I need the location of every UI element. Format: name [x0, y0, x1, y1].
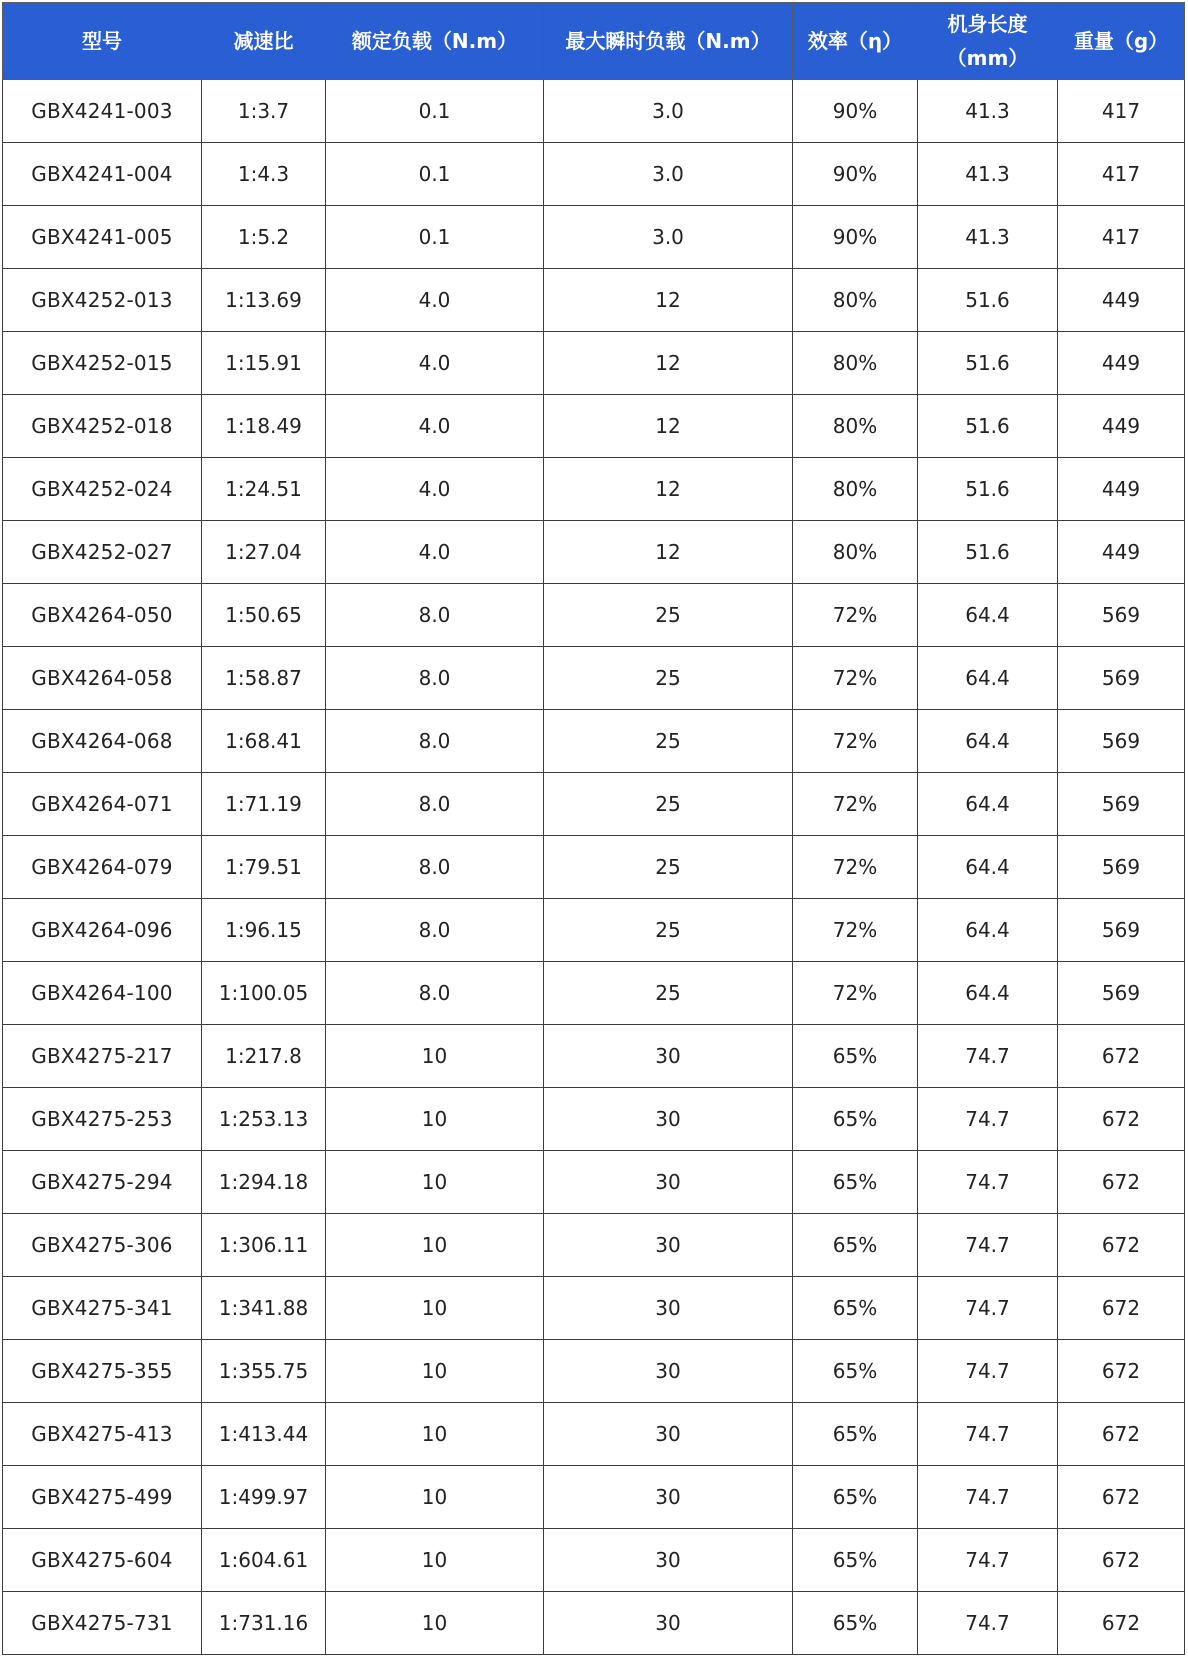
- cell-max-load: 3.0: [544, 206, 793, 269]
- cell-model: GBX4264-050: [3, 584, 202, 647]
- table-row: [3, 332, 1185, 395]
- table-row: [3, 1277, 1185, 1340]
- cell-rated-load: 0.1: [326, 143, 544, 206]
- cell-ratio: 1:18.49: [202, 395, 326, 458]
- cell-rated-load: 0.1: [326, 80, 544, 143]
- table-row: [3, 1025, 1185, 1088]
- header-row: [3, 3, 1185, 80]
- cell-weight: 569: [1058, 647, 1185, 710]
- cell-model: GBX4252-024: [3, 458, 202, 521]
- cell-body-length: 74.7: [918, 1466, 1058, 1529]
- cell-rated-load: 10: [326, 1340, 544, 1403]
- cell-weight: 672: [1058, 1403, 1185, 1466]
- cell-model: GBX4264-071: [3, 773, 202, 836]
- cell-rated-load: 8.0: [326, 773, 544, 836]
- cell-weight: 672: [1058, 1529, 1185, 1592]
- cell-efficiency: 90%: [793, 80, 918, 143]
- cell-ratio: 1:68.41: [202, 710, 326, 773]
- header-rated-load: 额定负载（N.m）: [326, 3, 544, 80]
- cell-model: GBX4252-027: [3, 521, 202, 584]
- cell-weight: 569: [1058, 836, 1185, 899]
- table-row: [3, 395, 1185, 458]
- cell-model: GBX4275-253: [3, 1088, 202, 1151]
- header-model: 型号: [3, 3, 202, 80]
- cell-model: GBX4241-005: [3, 206, 202, 269]
- cell-body-length: 74.7: [918, 1151, 1058, 1214]
- table-row: [3, 647, 1185, 710]
- cell-model: GBX4275-604: [3, 1529, 202, 1592]
- cell-max-load: 30: [544, 1466, 793, 1529]
- cell-efficiency: 72%: [793, 710, 918, 773]
- cell-model: GBX4275-731: [3, 1592, 202, 1655]
- cell-max-load: 12: [544, 332, 793, 395]
- cell-body-length: 64.4: [918, 647, 1058, 710]
- cell-ratio: 1:306.11: [202, 1214, 326, 1277]
- cell-efficiency: 80%: [793, 395, 918, 458]
- header-max-load: 最大瞬时负载（N.m）: [544, 3, 793, 80]
- cell-body-length: 64.4: [918, 710, 1058, 773]
- cell-model: GBX4275-217: [3, 1025, 202, 1088]
- cell-weight: 672: [1058, 1025, 1185, 1088]
- cell-max-load: 30: [544, 1403, 793, 1466]
- cell-efficiency: 65%: [793, 1529, 918, 1592]
- cell-model: GBX4275-499: [3, 1466, 202, 1529]
- cell-weight: 672: [1058, 1088, 1185, 1151]
- cell-ratio: 1:499.97: [202, 1466, 326, 1529]
- cell-max-load: 25: [544, 710, 793, 773]
- cell-rated-load: 10: [326, 1277, 544, 1340]
- cell-efficiency: 65%: [793, 1340, 918, 1403]
- table-row: [3, 773, 1185, 836]
- cell-efficiency: 80%: [793, 521, 918, 584]
- cell-rated-load: 4.0: [326, 395, 544, 458]
- cell-rated-load: 4.0: [326, 458, 544, 521]
- cell-efficiency: 90%: [793, 206, 918, 269]
- cell-model: GBX4264-068: [3, 710, 202, 773]
- cell-ratio: 1:13.69: [202, 269, 326, 332]
- cell-max-load: 12: [544, 458, 793, 521]
- cell-weight: 417: [1058, 80, 1185, 143]
- cell-efficiency: 65%: [793, 1466, 918, 1529]
- table-row: [3, 1403, 1185, 1466]
- cell-efficiency: 65%: [793, 1151, 918, 1214]
- cell-max-load: 30: [544, 1214, 793, 1277]
- cell-ratio: 1:3.7: [202, 80, 326, 143]
- cell-efficiency: 72%: [793, 584, 918, 647]
- cell-rated-load: 10: [326, 1088, 544, 1151]
- cell-weight: 672: [1058, 1466, 1185, 1529]
- cell-max-load: 25: [544, 773, 793, 836]
- cell-efficiency: 65%: [793, 1592, 918, 1655]
- cell-body-length: 64.4: [918, 773, 1058, 836]
- cell-model: GBX4241-004: [3, 143, 202, 206]
- cell-efficiency: 72%: [793, 773, 918, 836]
- cell-max-load: 25: [544, 647, 793, 710]
- cell-ratio: 1:731.16: [202, 1592, 326, 1655]
- cell-weight: 672: [1058, 1214, 1185, 1277]
- cell-rated-load: 10: [326, 1025, 544, 1088]
- table-row: [3, 1340, 1185, 1403]
- cell-rated-load: 8.0: [326, 962, 544, 1025]
- cell-efficiency: 72%: [793, 836, 918, 899]
- cell-body-length: 74.7: [918, 1025, 1058, 1088]
- cell-max-load: 30: [544, 1529, 793, 1592]
- cell-efficiency: 90%: [793, 143, 918, 206]
- cell-weight: 672: [1058, 1151, 1185, 1214]
- table-body: [3, 80, 1185, 1655]
- cell-model: GBX4264-096: [3, 899, 202, 962]
- cell-ratio: 1:58.87: [202, 647, 326, 710]
- cell-max-load: 12: [544, 269, 793, 332]
- cell-ratio: 1:15.91: [202, 332, 326, 395]
- cell-ratio: 1:24.51: [202, 458, 326, 521]
- table-row: [3, 269, 1185, 332]
- cell-body-length: 74.7: [918, 1340, 1058, 1403]
- cell-body-length: 64.4: [918, 584, 1058, 647]
- cell-weight: 569: [1058, 899, 1185, 962]
- cell-max-load: 3.0: [544, 80, 793, 143]
- cell-ratio: 1:96.15: [202, 899, 326, 962]
- cell-body-length: 51.6: [918, 458, 1058, 521]
- header-body-length-label: 机身长度: [947, 12, 1028, 36]
- cell-weight: 569: [1058, 710, 1185, 773]
- cell-model: GBX4252-013: [3, 269, 202, 332]
- gearbox-spec-table: [2, 2, 1185, 1655]
- table-row: [3, 1214, 1185, 1277]
- cell-weight: 569: [1058, 584, 1185, 647]
- cell-weight: 449: [1058, 269, 1185, 332]
- header-ratio: 减速比: [202, 3, 326, 80]
- header-body-length-unit: （mm）: [946, 46, 1029, 70]
- cell-weight: 672: [1058, 1340, 1185, 1403]
- cell-rated-load: 10: [326, 1466, 544, 1529]
- cell-efficiency: 65%: [793, 1025, 918, 1088]
- table-row: [3, 899, 1185, 962]
- cell-rated-load: 4.0: [326, 521, 544, 584]
- cell-efficiency: 72%: [793, 962, 918, 1025]
- cell-max-load: 25: [544, 836, 793, 899]
- cell-model: GBX4241-003: [3, 80, 202, 143]
- cell-ratio: 1:5.2: [202, 206, 326, 269]
- cell-efficiency: 65%: [793, 1277, 918, 1340]
- cell-max-load: 30: [544, 1025, 793, 1088]
- cell-max-load: 30: [544, 1592, 793, 1655]
- cell-body-length: 64.4: [918, 836, 1058, 899]
- cell-efficiency: 80%: [793, 332, 918, 395]
- cell-weight: 449: [1058, 395, 1185, 458]
- cell-efficiency: 72%: [793, 647, 918, 710]
- cell-weight: 449: [1058, 332, 1185, 395]
- cell-ratio: 1:355.75: [202, 1340, 326, 1403]
- cell-rated-load: 8.0: [326, 899, 544, 962]
- cell-rated-load: 8.0: [326, 584, 544, 647]
- cell-body-length: 74.7: [918, 1277, 1058, 1340]
- cell-efficiency: 80%: [793, 269, 918, 332]
- cell-body-length: 74.7: [918, 1592, 1058, 1655]
- table-row: [3, 521, 1185, 584]
- cell-model: GBX4252-018: [3, 395, 202, 458]
- cell-rated-load: 8.0: [326, 710, 544, 773]
- cell-rated-load: 8.0: [326, 836, 544, 899]
- cell-model: GBX4275-306: [3, 1214, 202, 1277]
- cell-ratio: 1:71.19: [202, 773, 326, 836]
- cell-max-load: 25: [544, 899, 793, 962]
- cell-weight: 417: [1058, 206, 1185, 269]
- cell-ratio: 1:253.13: [202, 1088, 326, 1151]
- cell-rated-load: 8.0: [326, 647, 544, 710]
- cell-model: GBX4275-294: [3, 1151, 202, 1214]
- table-row: [3, 836, 1185, 899]
- cell-rated-load: 10: [326, 1151, 544, 1214]
- header-efficiency: 效率（η）: [793, 3, 918, 80]
- cell-ratio: 1:341.88: [202, 1277, 326, 1340]
- cell-weight: 449: [1058, 521, 1185, 584]
- cell-model: GBX4264-058: [3, 647, 202, 710]
- table-row: [3, 206, 1185, 269]
- cell-rated-load: 4.0: [326, 332, 544, 395]
- table-row: [3, 1088, 1185, 1151]
- cell-max-load: 25: [544, 584, 793, 647]
- cell-ratio: 1:27.04: [202, 521, 326, 584]
- cell-ratio: 1:413.44: [202, 1403, 326, 1466]
- cell-max-load: 12: [544, 521, 793, 584]
- cell-body-length: 74.7: [918, 1529, 1058, 1592]
- table-row: [3, 1529, 1185, 1592]
- cell-rated-load: 0.1: [326, 206, 544, 269]
- cell-body-length: 64.4: [918, 899, 1058, 962]
- cell-body-length: 51.6: [918, 269, 1058, 332]
- cell-body-length: 51.6: [918, 395, 1058, 458]
- cell-efficiency: 65%: [793, 1214, 918, 1277]
- cell-rated-load: 10: [326, 1592, 544, 1655]
- cell-model: GBX4252-015: [3, 332, 202, 395]
- cell-body-length: 41.3: [918, 206, 1058, 269]
- cell-model: GBX4264-079: [3, 836, 202, 899]
- table-row: [3, 1466, 1185, 1529]
- cell-max-load: 12: [544, 395, 793, 458]
- table-row: [3, 710, 1185, 773]
- cell-body-length: 41.3: [918, 143, 1058, 206]
- cell-rated-load: 4.0: [326, 269, 544, 332]
- table-row: [3, 458, 1185, 521]
- cell-weight: 569: [1058, 962, 1185, 1025]
- table-header: [3, 3, 1185, 80]
- cell-ratio: 1:4.3: [202, 143, 326, 206]
- cell-body-length: 74.7: [918, 1214, 1058, 1277]
- cell-ratio: 1:604.61: [202, 1529, 326, 1592]
- cell-body-length: 64.4: [918, 962, 1058, 1025]
- cell-weight: 672: [1058, 1277, 1185, 1340]
- cell-weight: 672: [1058, 1592, 1185, 1655]
- cell-efficiency: 65%: [793, 1088, 918, 1151]
- cell-efficiency: 72%: [793, 899, 918, 962]
- header-body-length: [918, 3, 1058, 80]
- cell-model: GBX4264-100: [3, 962, 202, 1025]
- cell-ratio: 1:50.65: [202, 584, 326, 647]
- table-row: [3, 584, 1185, 647]
- cell-efficiency: 65%: [793, 1403, 918, 1466]
- cell-ratio: 1:294.18: [202, 1151, 326, 1214]
- cell-max-load: 30: [544, 1277, 793, 1340]
- cell-ratio: 1:79.51: [202, 836, 326, 899]
- cell-model: GBX4275-341: [3, 1277, 202, 1340]
- cell-rated-load: 10: [326, 1214, 544, 1277]
- cell-max-load: 30: [544, 1340, 793, 1403]
- cell-ratio: 1:100.05: [202, 962, 326, 1025]
- table-row: [3, 143, 1185, 206]
- cell-weight: 449: [1058, 458, 1185, 521]
- cell-weight: 569: [1058, 773, 1185, 836]
- cell-body-length: 74.7: [918, 1088, 1058, 1151]
- table-row: [3, 80, 1185, 143]
- cell-max-load: 3.0: [544, 143, 793, 206]
- cell-efficiency: 80%: [793, 458, 918, 521]
- cell-rated-load: 10: [326, 1403, 544, 1466]
- cell-rated-load: 10: [326, 1529, 544, 1592]
- cell-max-load: 25: [544, 962, 793, 1025]
- header-weight: 重量（g）: [1058, 3, 1185, 80]
- cell-body-length: 74.7: [918, 1403, 1058, 1466]
- table-row: [3, 1592, 1185, 1655]
- table-row: [3, 962, 1185, 1025]
- cell-weight: 417: [1058, 143, 1185, 206]
- cell-ratio: 1:217.8: [202, 1025, 326, 1088]
- table-row: [3, 1151, 1185, 1214]
- cell-max-load: 30: [544, 1088, 793, 1151]
- cell-model: GBX4275-355: [3, 1340, 202, 1403]
- cell-model: GBX4275-413: [3, 1403, 202, 1466]
- cell-max-load: 30: [544, 1151, 793, 1214]
- cell-body-length: 41.3: [918, 80, 1058, 143]
- cell-body-length: 51.6: [918, 332, 1058, 395]
- cell-body-length: 51.6: [918, 521, 1058, 584]
